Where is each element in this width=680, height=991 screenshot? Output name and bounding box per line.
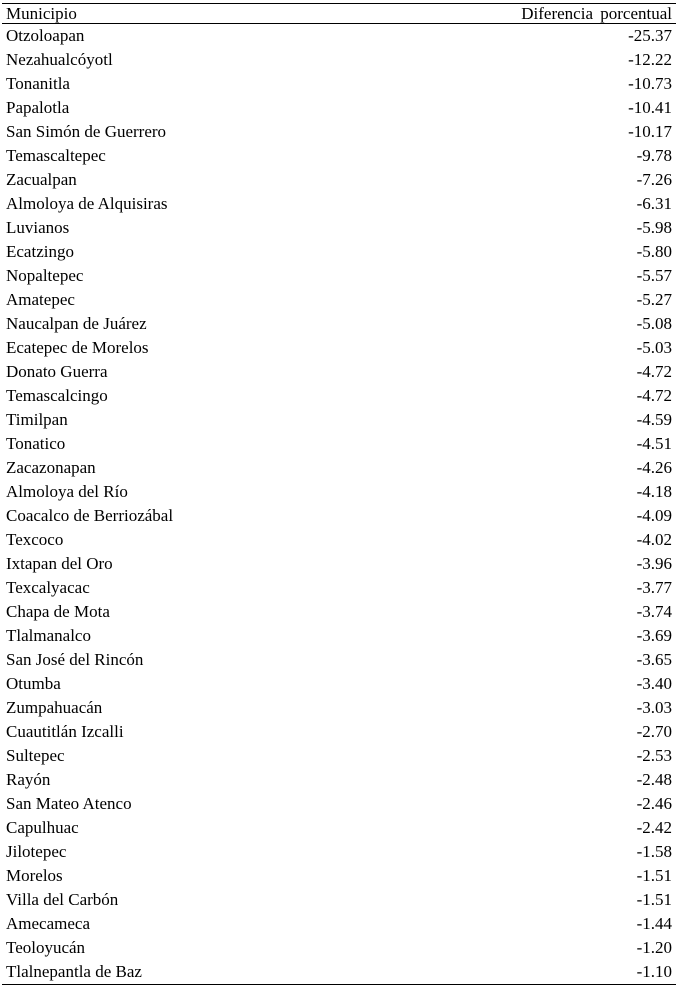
table-row	[2, 768, 676, 792]
diferencia-cell: -3.69	[636, 626, 672, 645]
municipio-cell: Ecatepec de Morelos	[6, 338, 149, 357]
municipio-cell: Ixtapan del Oro	[6, 554, 113, 573]
table-row	[2, 744, 676, 768]
diferencia-cell: -5.03	[636, 338, 672, 357]
municipio-cell: Nezahualcóyotl	[6, 50, 113, 69]
diferencia-cell: -4.72	[636, 362, 672, 381]
municipio-cell: Temascaltepec	[6, 146, 106, 165]
diferencia-cell: -3.40	[636, 674, 672, 693]
diferencia-cell: -1.20	[636, 938, 672, 957]
table-row	[2, 264, 676, 288]
diferencia-cell: -1.10	[636, 962, 672, 981]
table-row	[2, 816, 676, 840]
municipio-cell: Villa del Carbón	[6, 890, 119, 909]
diferencia-cell: -2.46	[636, 794, 672, 813]
diferencia-cell: -4.26	[636, 458, 672, 477]
municipio-cell: San José del Rincón	[6, 650, 144, 669]
municipio-cell: Tlalnepantla de Baz	[6, 962, 142, 981]
table-row	[2, 144, 676, 168]
diferencia-cell: -3.65	[636, 650, 672, 669]
municipio-cell: Jilotepec	[6, 842, 67, 861]
table-row	[2, 48, 676, 72]
municipio-cell: Chapa de Mota	[6, 602, 110, 621]
table-row	[2, 840, 676, 864]
municipio-cell: Zumpahuacán	[6, 698, 103, 717]
diferencia-cell: -7.26	[636, 170, 672, 189]
table-row	[2, 360, 676, 384]
municipio-cell: Zacualpan	[6, 170, 77, 189]
table-bottom-rule	[2, 984, 676, 985]
municipio-cell: San Mateo Atenco	[6, 794, 132, 813]
municipio-cell: Texcoco	[6, 530, 64, 549]
table-row	[2, 384, 676, 408]
municipio-cell: San Simón de Guerrero	[6, 122, 167, 141]
table-row	[2, 504, 676, 528]
table-row	[2, 456, 676, 480]
table-row	[2, 288, 676, 312]
diferencia-cell: -3.74	[636, 602, 672, 621]
municipio-cell: Amatepec	[6, 290, 75, 309]
diferencia-cell: -1.44	[636, 914, 672, 933]
table-row	[2, 240, 676, 264]
municipio-cell: Luvianos	[6, 218, 70, 237]
table-row	[2, 312, 676, 336]
table-row	[2, 648, 676, 672]
table-row	[2, 720, 676, 744]
diferencia-cell: -4.18	[636, 482, 672, 501]
table-row	[2, 600, 676, 624]
diferencia-cell: -4.51	[636, 434, 672, 453]
diferencia-cell: -3.77	[636, 578, 672, 597]
table-row	[2, 696, 676, 720]
diferencia-cell: -3.96	[636, 554, 672, 573]
table-row	[2, 624, 676, 648]
municipio-cell: Almoloya del Río	[6, 482, 128, 501]
diferencia-cell: -1.51	[636, 866, 672, 885]
table-row	[2, 120, 676, 144]
table-row	[2, 960, 676, 984]
municipio-cell: Coacalco de Berriozábal	[6, 506, 174, 525]
table-body	[2, 24, 676, 984]
table-row	[2, 168, 676, 192]
diferencia-cell: -4.59	[636, 410, 672, 429]
table-row	[2, 24, 676, 48]
table-row	[2, 528, 676, 552]
table-row	[2, 480, 676, 504]
diferencia-cell: -5.27	[636, 290, 672, 309]
diferencia-cell: -5.80	[636, 242, 672, 261]
municipio-cell: Sultepec	[6, 746, 65, 765]
municipio-cell: Rayón	[6, 770, 51, 789]
table-header-row	[2, 4, 676, 23]
municipio-cell: Timilpan	[6, 410, 68, 429]
diferencia-cell: -5.08	[636, 314, 672, 333]
municipio-cell: Papalotla	[6, 98, 70, 117]
diferencia-cell: -10.17	[628, 122, 672, 141]
diferencia-cell: -10.41	[628, 98, 672, 117]
diferencia-cell: -5.57	[636, 266, 672, 285]
municipio-cell: Tonanitla	[6, 74, 70, 93]
municipio-cell: Almoloya de Alquisiras	[6, 194, 168, 213]
municipio-table	[0, 3, 680, 985]
municipio-cell: Morelos	[6, 866, 63, 885]
municipio-cell: Naucalpan de Juárez	[6, 314, 147, 333]
municipio-cell: Capulhuac	[6, 818, 79, 837]
table-row	[2, 72, 676, 96]
table-row	[2, 792, 676, 816]
diferencia-cell: -2.53	[636, 746, 672, 765]
diferencia-cell: -25.37	[628, 26, 672, 45]
diferencia-cell: -4.02	[636, 530, 672, 549]
municipio-cell: Donato Guerra	[6, 362, 108, 381]
diferencia-cell: -2.48	[636, 770, 672, 789]
table-row	[2, 336, 676, 360]
municipio-cell: Amecameca	[6, 914, 90, 933]
diferencia-cell: -2.70	[636, 722, 672, 741]
diferencia-cell: -5.98	[636, 218, 672, 237]
diferencia-cell: -2.42	[636, 818, 672, 837]
diferencia-cell: -12.22	[628, 50, 672, 69]
diferencia-cell: -6.31	[636, 194, 672, 213]
municipio-cell: Teoloyucán	[6, 938, 86, 957]
municipio-cell: Temascalcingo	[6, 386, 108, 405]
municipio-cell: Tonatico	[6, 434, 66, 453]
table-row	[2, 432, 676, 456]
table-row	[2, 576, 676, 600]
table-row	[2, 552, 676, 576]
table-row	[2, 672, 676, 696]
table-row	[2, 864, 676, 888]
diferencia-cell: -4.72	[636, 386, 672, 405]
table-row	[2, 408, 676, 432]
diferencia-cell: -3.03	[636, 698, 672, 717]
municipio-cell: Tlalmanalco	[6, 626, 91, 645]
municipio-cell: Otzoloapan	[6, 26, 85, 45]
table-row	[2, 96, 676, 120]
diferencia-cell: -4.09	[636, 506, 672, 525]
table-row	[2, 216, 676, 240]
municipio-cell: Texcalyacac	[6, 578, 90, 597]
table-row	[2, 888, 676, 912]
table-row	[2, 912, 676, 936]
header-diferencia-porcentual: Diferencia porcentual	[521, 4, 672, 23]
table-row	[2, 936, 676, 960]
municipio-cell: Nopaltepec	[6, 266, 84, 285]
diferencia-cell: -1.58	[636, 842, 672, 861]
table-row	[2, 192, 676, 216]
municipio-cell: Otumba	[6, 674, 61, 693]
diferencia-cell: -1.51	[636, 890, 672, 909]
header-municipio: Municipio	[6, 4, 77, 23]
diferencia-cell: -9.78	[636, 146, 672, 165]
diferencia-cell: -10.73	[628, 74, 672, 93]
municipio-cell: Ecatzingo	[6, 242, 74, 261]
municipio-cell: Cuautitlán Izcalli	[6, 722, 124, 741]
municipio-cell: Zacazonapan	[6, 458, 96, 477]
